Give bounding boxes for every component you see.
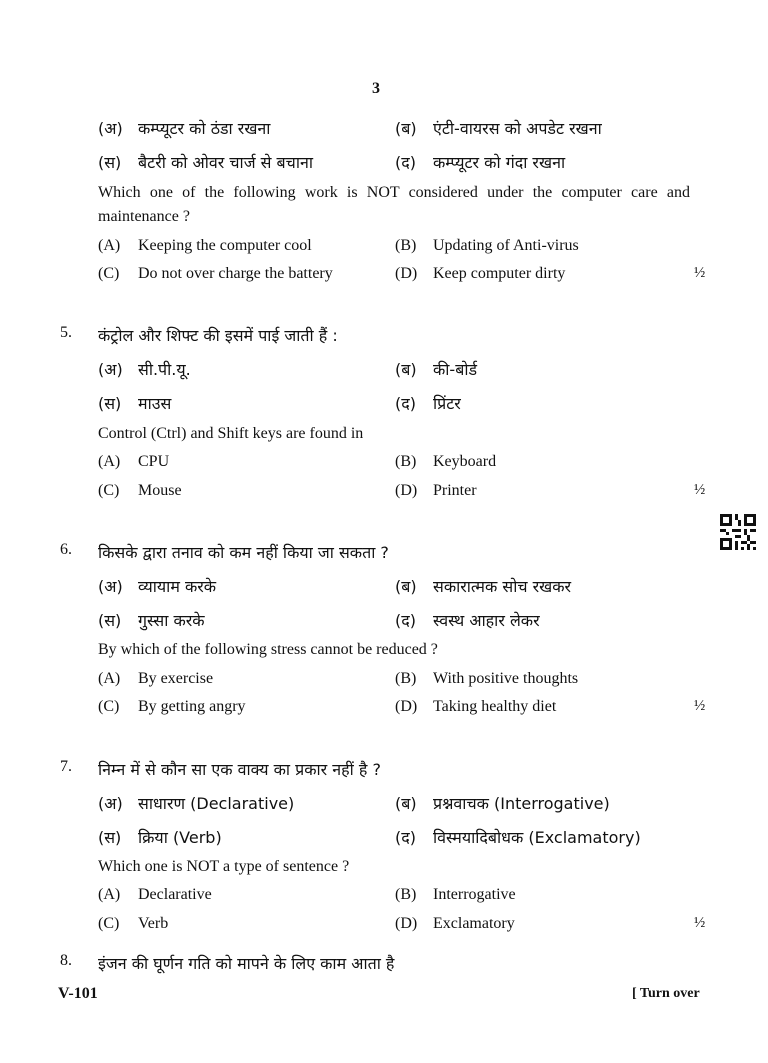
page-number: 3 (372, 80, 380, 97)
option-text: कम्प्यूटर को ठंडा रखना (138, 119, 271, 138)
marks: ½ (694, 698, 706, 714)
option-text: बैटरी को ओवर चार्ज से बचाना (138, 153, 314, 172)
option-label: (स) (98, 611, 122, 630)
option-text: Do not over charge the battery (138, 265, 333, 282)
option-label: (ब) (395, 119, 417, 138)
question-text-english: Which one is NOT a type of sentence ? (98, 858, 350, 875)
option-text: प्रिंटर (433, 394, 461, 413)
option-label: (स) (98, 828, 122, 847)
option-text: व्यायाम करके (138, 577, 217, 596)
option-label: (द) (395, 153, 416, 172)
option-label: (D) (395, 265, 418, 282)
option-text: गुस्सा करके (138, 611, 205, 630)
option-text: By exercise (138, 670, 214, 687)
question-text-hindi: निम्न में से कौन सा एक वाक्य का प्रकार नहीं है ? (98, 760, 381, 779)
option-label: (स) (98, 394, 122, 413)
question-text-english: Control (Ctrl) and Shift keys are found in (98, 425, 364, 442)
option-text: Declarative (138, 886, 212, 903)
option-text: Keeping the computer cool (138, 237, 312, 254)
qr-code-icon (720, 514, 756, 550)
option-text: क्रिया (Verb) (138, 828, 222, 847)
question-text-english: Which one of the following work is NOT considered under the computer care and maintenance ? (98, 184, 690, 225)
question-number: 8. (60, 952, 72, 969)
question-text-hindi: इंजन की घूर्णन गति को मापने के लिए काम आता है (98, 954, 395, 973)
question-number: 6. (60, 541, 72, 558)
option-label: (B) (395, 670, 417, 687)
question-number: 5. (60, 324, 72, 341)
option-label: (द) (395, 611, 416, 630)
option-label: (ब) (395, 360, 417, 379)
question-text-english: By which of the following stress cannot be reduced ? (98, 641, 438, 658)
option-text: विस्मयादिबोधक (Exclamatory) (433, 828, 641, 847)
option-text: Updating of Anti-virus (433, 237, 579, 254)
option-label: (अ) (98, 577, 123, 596)
option-label: (B) (395, 453, 417, 470)
option-text: सी.पी.यू. (138, 360, 191, 379)
option-label: (C) (98, 915, 120, 932)
turn-over-note: [ Turn over (632, 986, 700, 1001)
marks: ½ (694, 915, 706, 931)
option-text: CPU (138, 453, 170, 470)
option-label: (A) (98, 886, 121, 903)
paper-code: V-101 (58, 985, 98, 1002)
option-text: माउस (138, 394, 172, 413)
option-label: (D) (395, 915, 418, 932)
option-text: की-बोर्ड (433, 360, 478, 379)
question-number: 7. (60, 758, 72, 775)
option-label: (अ) (98, 794, 123, 813)
option-text: Interrogative (433, 886, 516, 903)
option-label: (C) (98, 265, 120, 282)
option-text: साधारण (Declarative) (138, 794, 295, 813)
option-text: With positive thoughts (433, 670, 579, 687)
option-text: सकारात्मक सोच रखकर (433, 577, 572, 596)
question-text-hindi: किसके द्वारा तनाव को कम नहीं किया जा सकता ? (98, 543, 389, 562)
option-label: (D) (395, 698, 418, 715)
question-text-hindi: कंट्रोल और शिफ्ट की इसमें पाई जाती हैं : (98, 326, 338, 345)
option-label: (अ) (98, 119, 123, 138)
option-label: (B) (395, 886, 417, 903)
option-label: (ब) (395, 577, 417, 596)
option-label: (स) (98, 153, 122, 172)
option-label: (अ) (98, 360, 123, 379)
option-text: Mouse (138, 482, 182, 499)
option-label: (द) (395, 828, 416, 847)
option-text: Printer (433, 482, 477, 499)
option-text: Keyboard (433, 453, 497, 470)
option-text: By getting angry (138, 698, 246, 715)
option-label: (C) (98, 482, 120, 499)
option-text: Keep computer dirty (433, 265, 566, 282)
option-text: Verb (138, 915, 169, 932)
option-text: प्रश्नवाचक (Interrogative) (433, 794, 610, 813)
option-label: (C) (98, 698, 120, 715)
option-label: (D) (395, 482, 418, 499)
option-text: स्वस्थ आहार लेकर (433, 611, 540, 630)
option-label: (ब) (395, 794, 417, 813)
option-label: (A) (98, 453, 121, 470)
option-label: (B) (395, 237, 417, 254)
option-text: कम्प्यूटर को गंदा रखना (433, 153, 566, 172)
marks: ½ (694, 265, 706, 281)
option-text: Taking healthy diet (433, 698, 557, 715)
option-text: एंटी-वायरस को अपडेट रखना (433, 119, 602, 138)
option-label: (A) (98, 237, 121, 254)
marks: ½ (694, 482, 706, 498)
option-text: Exclamatory (433, 915, 515, 932)
option-label: (द) (395, 394, 416, 413)
option-label: (A) (98, 670, 121, 687)
